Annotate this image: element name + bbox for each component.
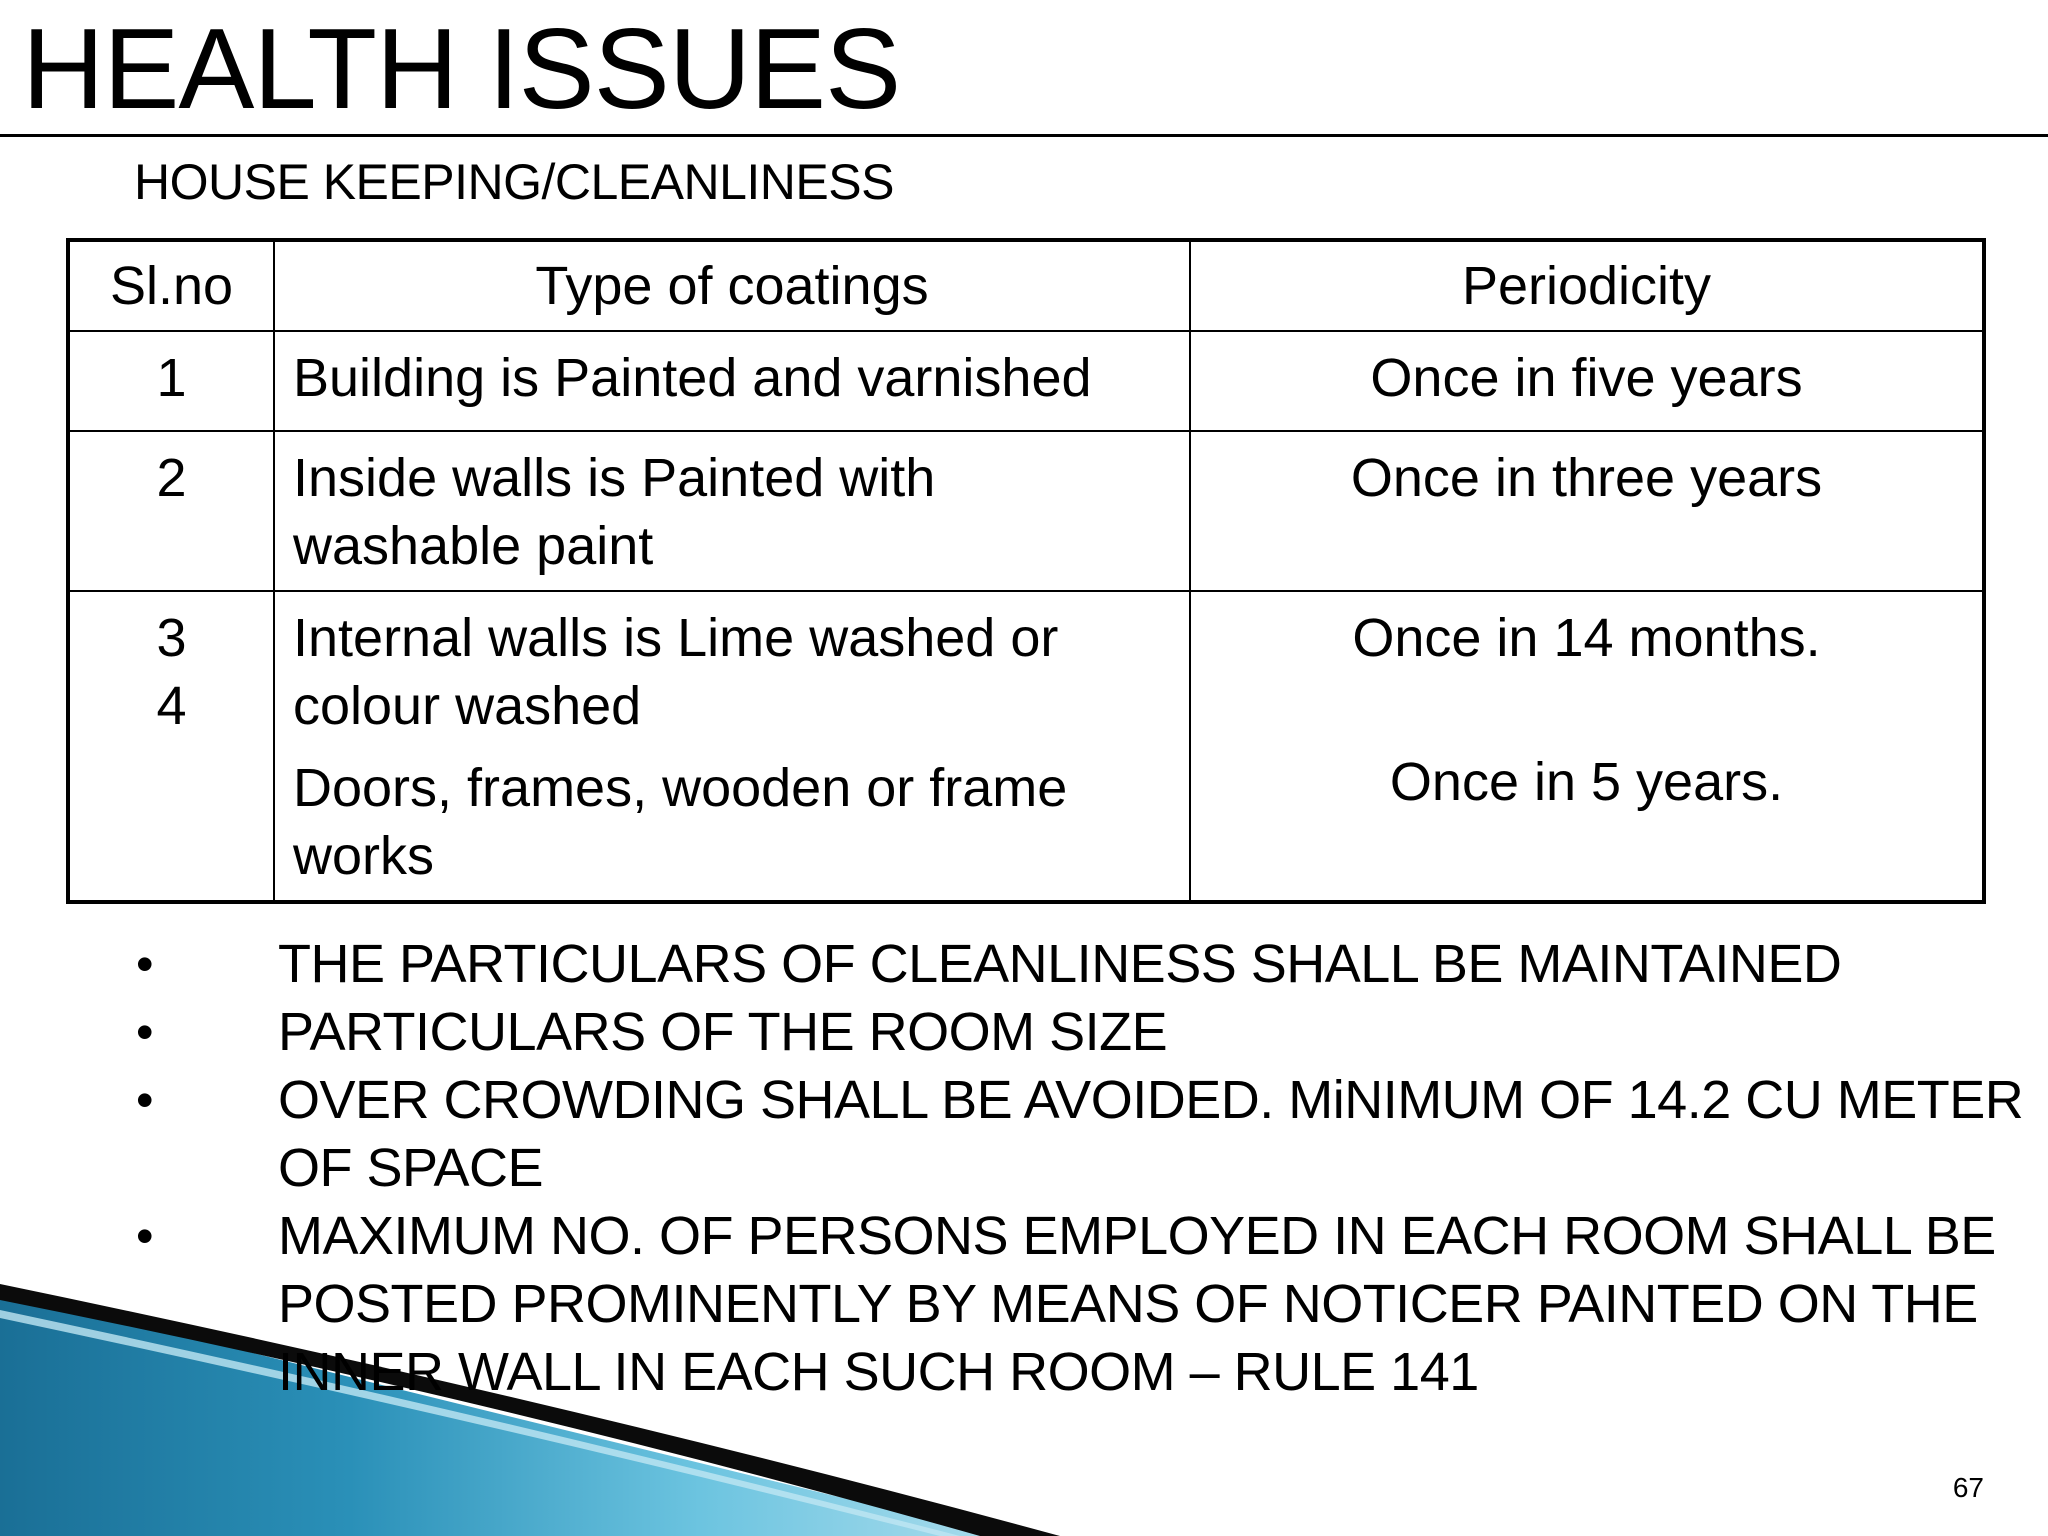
cell-sl-no (68, 431, 274, 591)
bullet-text: OVER CROWDING SHALL BE AVOIDED. MiNIMUM OF 14.2 CU METER (278, 1070, 2024, 1130)
list-item (136, 998, 2036, 1066)
cell-periodicity (1190, 431, 1984, 591)
list-item (136, 930, 2036, 998)
header-periodicity: Periodicity (1190, 240, 1984, 331)
cell-periodicity (1190, 331, 1984, 431)
title-divider (0, 134, 2048, 137)
table-row (68, 431, 1984, 591)
bullet-text: PARTICULARS OF THE ROOM SIZE (278, 1002, 1168, 1062)
page-number: 67 (1952, 1472, 1984, 1503)
cell-text: Inside walls is Painted with (293, 448, 936, 508)
cell-coating-type (274, 431, 1190, 591)
bullet-text: POSTED PROMINENTLY BY MEANS OF NOTICER PAINTED ON THE (278, 1274, 1978, 1334)
cell-coating-type (274, 591, 1190, 902)
bullet-text: OF SPACE (278, 1138, 544, 1198)
list-item (136, 1202, 2036, 1406)
line-spacer (293, 740, 1171, 754)
cell-text: Building is Painted and varnished (293, 348, 1092, 408)
cell-text: Internal walls is Lime washed or (293, 608, 1059, 668)
table-header-row (68, 240, 1984, 331)
cell-sl-no (68, 591, 274, 902)
bullet-list (136, 930, 2036, 1406)
slide-subtitle: HOUSE KEEPING/CLEANLINESS (134, 154, 894, 210)
cell-text: 2 (156, 448, 187, 508)
cell-text: Doors, frames, wooden or frame (293, 758, 1068, 818)
bullet-text: MAXIMUM NO. OF PERSONS EMPLOYED IN EACH ROOM SHALL BE (278, 1206, 1996, 1266)
cell-coating-type (274, 331, 1190, 431)
bullet-icon: • (136, 1072, 154, 1128)
bullet-icon: • (136, 936, 154, 992)
list-item (136, 1066, 2036, 1202)
cell-text: Once in five years (1370, 348, 1803, 408)
cell-text: 3 (156, 608, 187, 668)
cell-sl-no (68, 331, 274, 431)
table-row (68, 331, 1984, 431)
bullet-text: INNER WALL IN EACH SUCH ROOM – RULE 141 (278, 1342, 1479, 1402)
cell-text: Once in three years (1350, 448, 1823, 508)
slide-title: HEALTH ISSUES (22, 6, 901, 133)
line-spacer (1209, 672, 1964, 748)
cell-text: Once in 5 years. (1389, 752, 1784, 812)
cell-text: Once in 14 months. (1352, 608, 1821, 668)
table-row (68, 591, 1984, 902)
cell-text: washable paint (293, 516, 654, 576)
bullet-text: THE PARTICULARS OF CLEANLINESS SHALL BE MAINTAINED (278, 934, 1842, 994)
header-type-of-coatings: Type of coatings (274, 240, 1190, 331)
bullet-icon: • (136, 1004, 154, 1060)
cell-text: 4 (156, 676, 187, 736)
bullet-icon: • (136, 1208, 154, 1264)
cell-text: works (293, 826, 435, 886)
cell-text: 1 (156, 348, 187, 408)
header-sl-no: Sl.no (68, 240, 274, 331)
cell-text: colour washed (293, 676, 642, 736)
coatings-table (66, 238, 1986, 904)
cell-periodicity (1190, 591, 1984, 902)
